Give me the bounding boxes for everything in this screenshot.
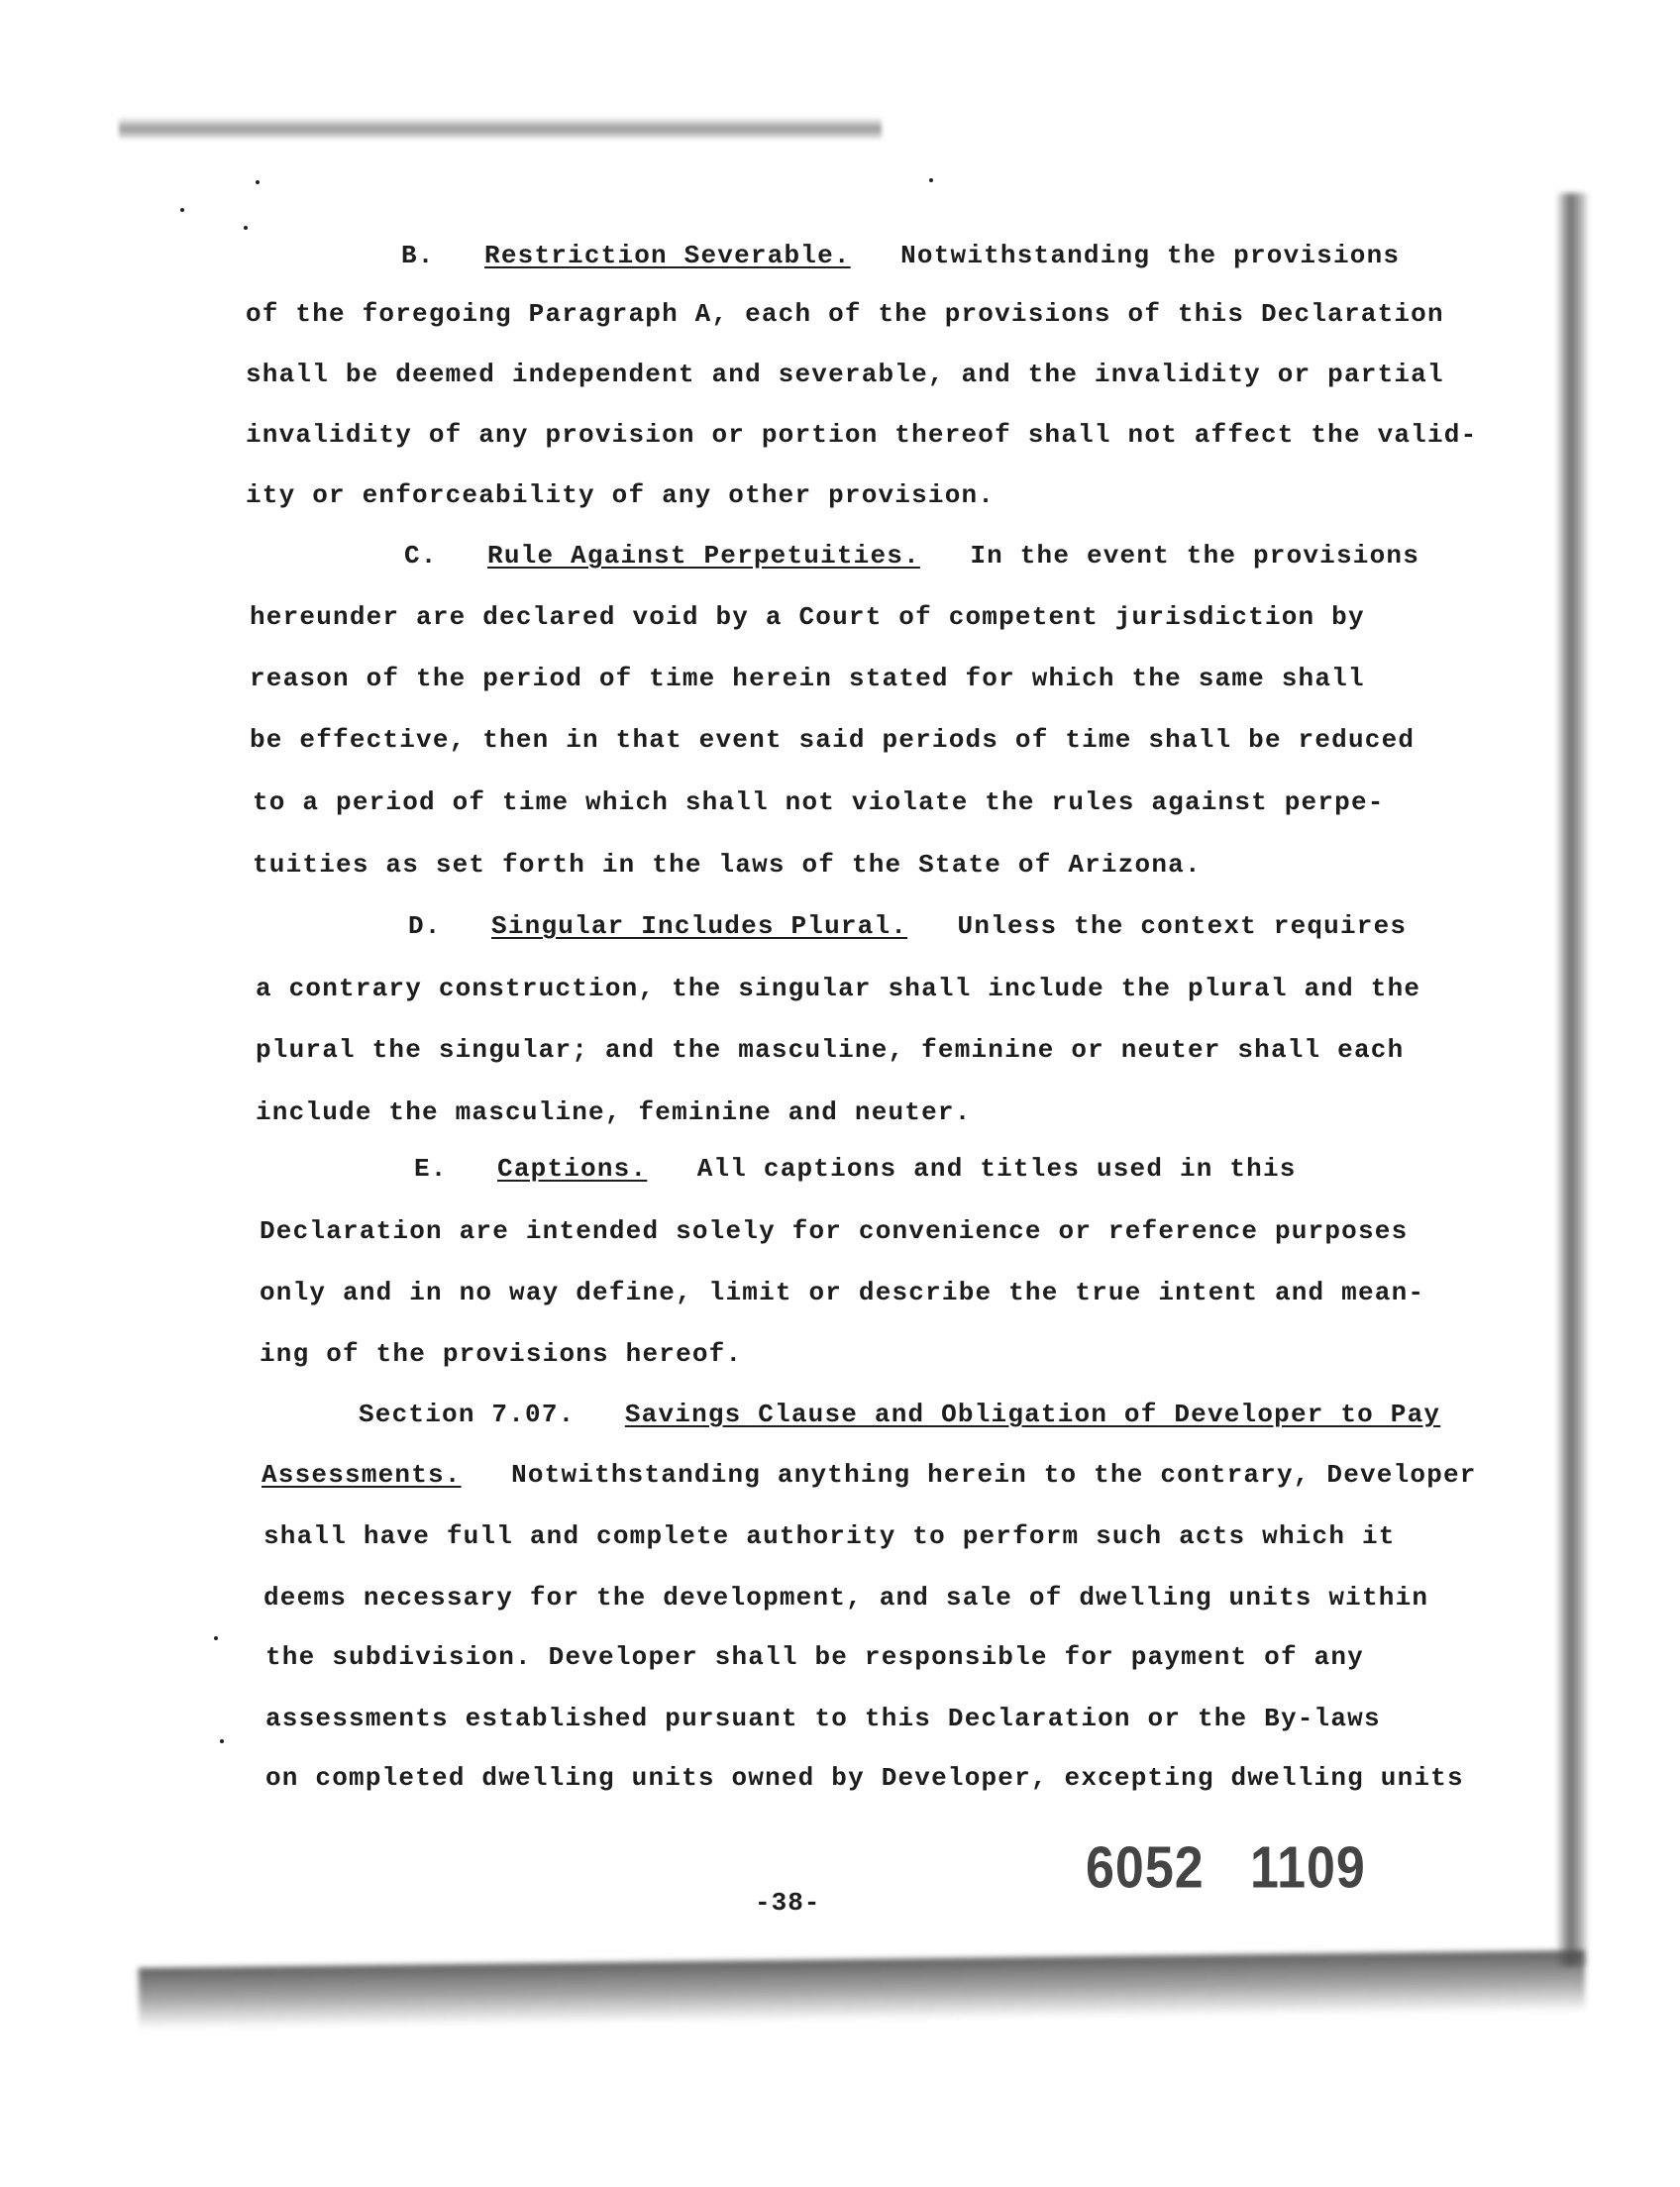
paragraph-d-label: D. [408, 911, 442, 941]
paragraph-b-label: B. [401, 241, 435, 270]
paragraph-d-heading: Singular Includes Plural. [491, 911, 908, 941]
paragraph-d-line-4: include the masculine, feminine and neuter. [256, 1097, 972, 1127]
paragraph-b-line-2: of the foregoing Paragraph A, each of the provisions of this Declaration [246, 299, 1444, 329]
section-707-label: Section 7.07. [359, 1400, 576, 1429]
paragraph-b-text: Notwithstanding the provisions [900, 241, 1401, 270]
page-number: -38- [755, 1888, 821, 1918]
section-707-line-3: shall have full and complete authority to perform such acts which it [263, 1521, 1396, 1551]
recording-stamp: 6052 1109 [1086, 1834, 1366, 1902]
paragraph-e-line-3: only and in no way define, limit or describe the true intent and mean- [260, 1278, 1425, 1307]
paragraph-c-line-3: reason of the period of time herein stated for which the same shall [250, 664, 1365, 693]
paragraph-c-label: C. [404, 541, 438, 571]
paragraph-c-line-4: be effective, then in that event said periods of time shall be reduced [250, 725, 1416, 755]
section-707-line-6: assessments established pursuant to this Declaration or the By-laws [265, 1704, 1381, 1733]
paragraph-d-line-2: a contrary construction, the singular shall include the plural and the [256, 974, 1421, 1003]
section-707-text: Notwithstanding anything herein to the contrary, Developer [511, 1460, 1477, 1490]
section-707-line-1 [359, 1400, 1440, 1429]
section-707-line-4: deems necessary for the development, and sale of dwelling units within [263, 1583, 1429, 1613]
paragraph-d-line-1 [408, 911, 1407, 941]
paragraph-c-line-6: tuities as set forth in the laws of the State of Arizona. [253, 850, 1202, 880]
paragraph-c-text: In the event the provisions [970, 541, 1419, 571]
paragraph-e-line-4: ing of the provisions hereof. [260, 1339, 743, 1369]
section-707-heading: Savings Clause and Obligation of Developer to Pay [624, 1400, 1441, 1429]
section-707-line-7: on completed dwelling units owned by Developer, excepting dwelling units [265, 1763, 1464, 1793]
paragraph-b-line-1 [401, 241, 1400, 270]
paragraph-b-line-5: ity or enforceability of any other provision. [246, 480, 996, 510]
paragraph-c-line-2: hereunder are declared void by a Court of competent jurisdiction by [250, 602, 1365, 632]
section-707-line-2 [262, 1460, 1477, 1490]
paragraph-e-heading: Captions. [497, 1154, 648, 1184]
paragraph-b-heading: Restriction Severable. [484, 241, 851, 270]
paragraph-e-label: E. [414, 1154, 448, 1184]
paragraph-e-line-1 [414, 1154, 1297, 1184]
paragraph-c-line-5: to a period of time which shall not violate the rules against perpe- [253, 787, 1385, 817]
paragraph-b-line-3: shall be deemed independent and severable, and the invalidity or partial [246, 360, 1444, 389]
paragraph-b-line-4: invalidity of any provision or portion thereof shall not affect the valid- [246, 420, 1478, 450]
paragraph-e-line-2: Declaration are intended solely for convenience or reference purposes [260, 1216, 1409, 1246]
section-707-heading-cont: Assessments. [262, 1460, 462, 1490]
section-707-line-5: the subdivision. Developer shall be responsible for payment of any [265, 1642, 1364, 1672]
paragraph-e-text: All captions and titles used in this [696, 1154, 1297, 1184]
paragraph-d-text: Unless the context requires [957, 911, 1408, 941]
paragraph-c-heading: Rule Against Perpetuities. [487, 541, 920, 571]
paragraph-d-line-3: plural the singular; and the masculine, feminine or neuter shall each [256, 1035, 1405, 1065]
paragraph-c-line-1 [404, 541, 1419, 571]
